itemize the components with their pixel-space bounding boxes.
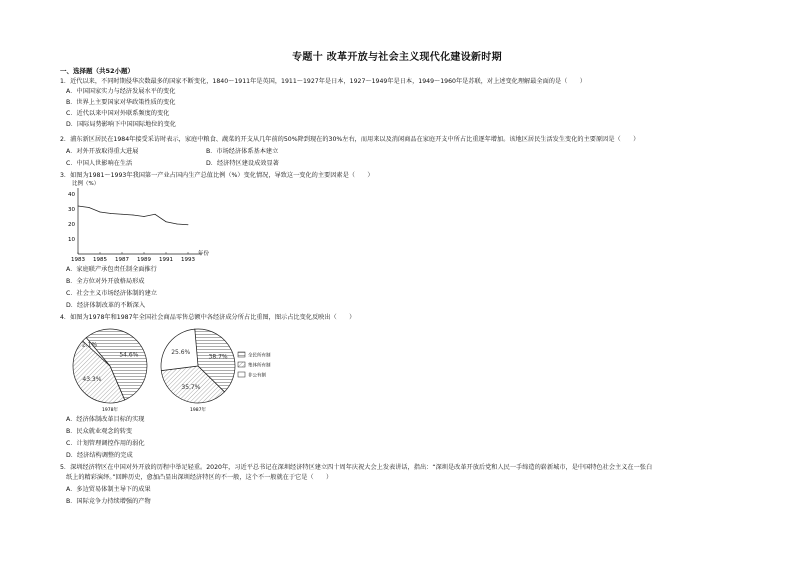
question-3-stem: 3．如图为1981～1993年我国第一产业占国内生产总值比例（%）变化情况，导致这一变化的主要因素是（ ） bbox=[60, 172, 374, 179]
data-point bbox=[166, 221, 167, 222]
data-point bbox=[144, 216, 145, 217]
pie-year-label: 1978年 bbox=[102, 408, 118, 413]
question-3-option-b[interactable]: B．全方位对外开放格局形成 bbox=[66, 278, 145, 285]
question-5-option-a[interactable]: A．多边贸易体制主导下的成果 bbox=[66, 486, 151, 493]
x-tick-label: 1983 bbox=[71, 257, 85, 263]
question-1-option-b[interactable]: B．世界上主要国家对华政策性质的变化 bbox=[66, 99, 176, 106]
question-1-option-c[interactable]: C．近代以来中国对外联系频度的变化 bbox=[66, 110, 170, 117]
question-3-option-a[interactable]: A．家庭联产承包责任制全面推行 bbox=[66, 266, 157, 273]
question-5-stem-line-1: 5．深圳经济特区在中国对外开放的历程中举足轻重。2020年，习近平总书记在深圳经济特区建立四十周年庆祝大会上发表讲话，指出：“深圳是改革开放后党和人民一手缔造的崭新城市，是中国特色社会主义在一张白 bbox=[60, 464, 653, 471]
pie-slice-label: 38.7% bbox=[208, 353, 228, 361]
legend-swatch bbox=[238, 352, 245, 357]
data-point bbox=[78, 206, 79, 207]
y-axis-label: 比例（%） bbox=[72, 181, 100, 187]
question-2-stem: 2．浦东新区居民在1984年接受采访时表示，家庭中粮食、蔬菜的开支从几年前的50%降到现在的30%左右，而用来以及消闲商品在家庭开支中所占比重逐年增加。该地区居民生活发生变化的主要原因是（ ） bbox=[60, 136, 640, 143]
question-4-option-b[interactable]: B．民众就业观念的转变 bbox=[66, 428, 133, 435]
question-1-option-d[interactable]: D．国际局势影响下中国国际地位的变化 bbox=[66, 121, 176, 128]
y-tick-label: 20 bbox=[68, 222, 75, 228]
question-4-stem: 4．如图为1978年和1987年全国社会商品零售总额中各经济成分所占比重图，图示占比变化反映出（ ） bbox=[60, 314, 356, 321]
data-point bbox=[133, 215, 134, 216]
legend-swatch bbox=[238, 362, 245, 367]
data-point bbox=[155, 214, 156, 215]
x-tick-label: 1987 bbox=[115, 257, 129, 263]
pie-year-label: 1987年 bbox=[190, 408, 206, 413]
question-5-stem-line-2: 纸上的精彩演绎。”回眸历史，愈加凸显出深圳经济特区的不一般，这个不一般就在于它是（ ） bbox=[66, 474, 333, 481]
page-title: 专题十 改革开放与社会主义现代化建设新时期 bbox=[292, 52, 502, 63]
x-tick-label: 1991 bbox=[159, 257, 173, 263]
y-tick-label: 10 bbox=[68, 237, 75, 243]
pie-slice-label: 2.1% bbox=[81, 341, 98, 349]
question-1-option-a[interactable]: A．中国国家实力与经济发展水平的变化 bbox=[66, 88, 176, 95]
question-2-option-a[interactable]: A．对外开放取得重大进展 bbox=[66, 148, 139, 155]
x-tick-label: 1989 bbox=[137, 257, 151, 263]
data-point bbox=[177, 224, 178, 225]
y-tick-label: 30 bbox=[68, 207, 75, 213]
question-3-option-d[interactable]: D．经济体制改革的不断深入 bbox=[66, 302, 146, 309]
legend-label: 非公有制 bbox=[248, 373, 266, 379]
data-point bbox=[111, 213, 112, 214]
question-5-option-b[interactable]: B．国际竞争力持续增强的产物 bbox=[66, 498, 151, 505]
question-1-stem: 1．近代以来，不同时期侵华次数最多的国家不断变化，1840～1911年是英国，1911～1927年是日本，1927～1949年是日本，1949～1960年是苏联，对上述变化理解最全面的是（ ） bbox=[60, 78, 586, 85]
pie-slice-label: 43.3% bbox=[82, 375, 102, 383]
data-point bbox=[122, 214, 123, 215]
legend-label: 集体所有制 bbox=[248, 363, 271, 369]
data-point bbox=[89, 207, 90, 208]
pie-charts bbox=[60, 324, 320, 414]
section-heading: 一、选择题（共52小题） bbox=[60, 67, 135, 75]
question-3-option-c[interactable]: C．社会主义市场经济体制的建立 bbox=[66, 290, 157, 297]
question-2-option-c[interactable]: C．中国人世影响在生活 bbox=[66, 160, 133, 167]
question-2-option-d[interactable]: D．经济特区建设成效显著 bbox=[206, 160, 279, 167]
data-point bbox=[100, 212, 101, 213]
y-tick-label: 40 bbox=[68, 192, 75, 198]
legend-label: 全民所有制 bbox=[248, 353, 271, 359]
question-4-option-c[interactable]: C．计划管理调控作用的弱化 bbox=[66, 440, 145, 447]
question-4-option-a[interactable]: A．经济体制改革目标的实现 bbox=[66, 416, 145, 423]
question-4-option-d[interactable]: D．经济结构调整的完成 bbox=[66, 452, 133, 459]
x-axis-label: 年份 bbox=[198, 251, 210, 257]
x-tick-label: 1993 bbox=[181, 257, 195, 263]
pie-slice-label: 54.6% bbox=[119, 351, 139, 359]
x-tick-label: 1985 bbox=[93, 257, 107, 263]
pie-slice-label: 25.6% bbox=[171, 349, 191, 357]
legend-swatch bbox=[238, 372, 245, 377]
pie-slice-label: 35.7% bbox=[181, 384, 201, 392]
question-2-option-b[interactable]: B．市场经济体系基本建立 bbox=[206, 148, 279, 155]
line-chart bbox=[60, 180, 220, 266]
data-point bbox=[188, 224, 189, 225]
